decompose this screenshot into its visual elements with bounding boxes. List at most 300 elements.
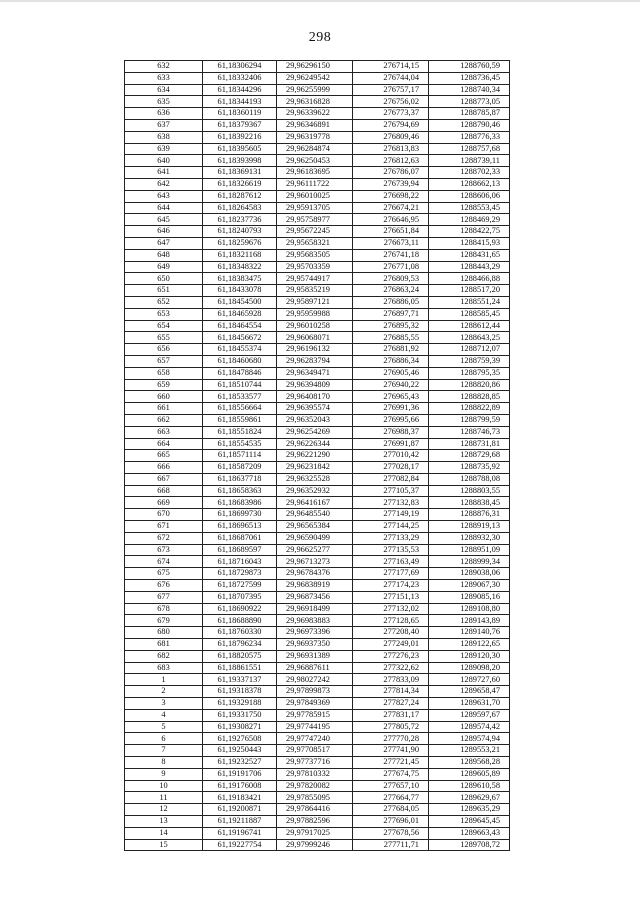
table-row [125, 249, 510, 261]
point-number-cell: 638 [125, 131, 203, 143]
point-number-cell: 9 [125, 768, 203, 780]
longitude-cell: 29,96352043 [277, 414, 353, 426]
point-number-cell: 15 [125, 839, 203, 851]
y-coordinate-cell: 1288469,29 [429, 214, 510, 226]
y-coordinate-cell: 1289663,43 [429, 827, 510, 839]
longitude-cell: 29,96325528 [277, 473, 353, 485]
x-coordinate-cell: 277105,37 [353, 485, 429, 497]
latitude-cell: 61,18533577 [203, 391, 277, 403]
point-number-cell: 5 [125, 721, 203, 733]
longitude-cell: 29,96931389 [277, 650, 353, 662]
longitude-cell: 29,97855095 [277, 792, 353, 804]
latitude-cell: 61,18344296 [203, 84, 277, 96]
x-coordinate-cell: 276794,69 [353, 119, 429, 131]
x-coordinate-cell: 276741,18 [353, 249, 429, 261]
longitude-cell: 29,96565384 [277, 521, 353, 533]
longitude-cell: 29,96111722 [277, 178, 353, 190]
table-row [125, 438, 510, 450]
latitude-cell: 61,18379367 [203, 119, 277, 131]
x-coordinate-cell: 277741,90 [353, 745, 429, 757]
y-coordinate-cell: 1288932,30 [429, 532, 510, 544]
x-coordinate-cell: 277814,34 [353, 686, 429, 698]
table-row [125, 178, 510, 190]
longitude-cell: 29,96183695 [277, 167, 353, 179]
table-row [125, 497, 510, 509]
x-coordinate-cell: 276905,46 [353, 367, 429, 379]
latitude-cell: 61,19276508 [203, 733, 277, 745]
longitude-cell: 29,96296150 [277, 61, 353, 73]
x-coordinate-cell: 277721,45 [353, 757, 429, 769]
x-coordinate-cell: 276991,87 [353, 438, 429, 450]
y-coordinate-cell: 1288731,81 [429, 438, 510, 450]
point-number-cell: 672 [125, 532, 203, 544]
y-coordinate-cell: 1289120,30 [429, 650, 510, 662]
table-row [125, 273, 510, 285]
longitude-cell: 29,96416167 [277, 497, 353, 509]
y-coordinate-cell: 1288612,44 [429, 320, 510, 332]
x-coordinate-cell: 276773,37 [353, 108, 429, 120]
table-row [125, 237, 510, 249]
y-coordinate-cell: 1288415,93 [429, 237, 510, 249]
longitude-cell: 29,97737716 [277, 757, 353, 769]
longitude-cell: 29,96395574 [277, 403, 353, 415]
x-coordinate-cell: 276812,63 [353, 155, 429, 167]
y-coordinate-cell: 1289635,29 [429, 804, 510, 816]
table-row [125, 61, 510, 73]
x-coordinate-cell: 277805,72 [353, 721, 429, 733]
point-number-cell: 660 [125, 391, 203, 403]
longitude-cell: 29,97820082 [277, 780, 353, 792]
latitude-cell: 61,19337137 [203, 674, 277, 686]
table-row [125, 143, 510, 155]
point-number-cell: 659 [125, 379, 203, 391]
point-number-cell: 652 [125, 296, 203, 308]
latitude-cell: 61,18360119 [203, 108, 277, 120]
x-coordinate-cell: 276991,36 [353, 403, 429, 415]
longitude-cell: 29,96394809 [277, 379, 353, 391]
latitude-cell: 61,18683986 [203, 497, 277, 509]
x-coordinate-cell: 276744,04 [353, 72, 429, 84]
point-number-cell: 649 [125, 261, 203, 273]
y-coordinate-cell: 1289574,42 [429, 721, 510, 733]
point-number-cell: 14 [125, 827, 203, 839]
y-coordinate-cell: 1288760,59 [429, 61, 510, 73]
y-coordinate-cell: 1288828,85 [429, 391, 510, 403]
longitude-cell: 29,95758977 [277, 214, 353, 226]
table-row [125, 285, 510, 297]
x-coordinate-cell: 277696,01 [353, 816, 429, 828]
table-row [125, 733, 510, 745]
latitude-cell: 61,18687061 [203, 532, 277, 544]
y-coordinate-cell: 1288788,08 [429, 473, 510, 485]
longitude-cell: 29,96784376 [277, 568, 353, 580]
longitude-cell: 29,96319778 [277, 131, 353, 143]
x-coordinate-cell: 277163,49 [353, 556, 429, 568]
latitude-cell: 61,18237736 [203, 214, 277, 226]
y-coordinate-cell: 1288729,68 [429, 450, 510, 462]
x-coordinate-cell: 276771,08 [353, 261, 429, 273]
y-coordinate-cell: 1289629,67 [429, 792, 510, 804]
longitude-cell: 29,96010258 [277, 320, 353, 332]
longitude-cell: 29,96713273 [277, 556, 353, 568]
x-coordinate-cell: 277132,83 [353, 497, 429, 509]
latitude-cell: 61,18554535 [203, 438, 277, 450]
y-coordinate-cell: 1288606,06 [429, 190, 510, 202]
latitude-cell: 61,18456672 [203, 332, 277, 344]
latitude-cell: 61,19250443 [203, 745, 277, 757]
longitude-cell: 29,96973396 [277, 627, 353, 639]
longitude-cell: 29,96339622 [277, 108, 353, 120]
point-number-cell: 632 [125, 61, 203, 73]
point-number-cell: 653 [125, 308, 203, 320]
y-coordinate-cell: 1289038,06 [429, 568, 510, 580]
longitude-cell: 29,96255999 [277, 84, 353, 96]
longitude-cell: 29,96254269 [277, 426, 353, 438]
longitude-cell: 29,96249542 [277, 72, 353, 84]
point-number-cell: 640 [125, 155, 203, 167]
y-coordinate-cell: 1288773,05 [429, 96, 510, 108]
table-row [125, 698, 510, 710]
longitude-cell: 29,96346891 [277, 119, 353, 131]
longitude-cell: 29,95959988 [277, 308, 353, 320]
y-coordinate-cell: 1289708,72 [429, 839, 510, 851]
point-number-cell: 4 [125, 709, 203, 721]
longitude-cell: 29,96838919 [277, 580, 353, 592]
y-coordinate-cell: 1289085,16 [429, 591, 510, 603]
table-row [125, 792, 510, 804]
y-coordinate-cell: 1289122,65 [429, 639, 510, 651]
longitude-cell: 29,96352932 [277, 485, 353, 497]
latitude-cell: 61,18689597 [203, 544, 277, 556]
table-row [125, 190, 510, 202]
latitude-cell: 61,18658363 [203, 485, 277, 497]
longitude-cell: 29,96221290 [277, 450, 353, 462]
latitude-cell: 61,19331750 [203, 709, 277, 721]
longitude-cell: 29,97917025 [277, 827, 353, 839]
longitude-cell: 29,95897121 [277, 296, 353, 308]
point-number-cell: 665 [125, 450, 203, 462]
y-coordinate-cell: 1288795,35 [429, 367, 510, 379]
table-row [125, 296, 510, 308]
latitude-cell: 61,18383475 [203, 273, 277, 285]
latitude-cell: 61,18478846 [203, 367, 277, 379]
y-coordinate-cell: 1288799,59 [429, 414, 510, 426]
x-coordinate-cell: 276940,22 [353, 379, 429, 391]
y-coordinate-cell: 1288803,55 [429, 485, 510, 497]
x-coordinate-cell: 277664,77 [353, 792, 429, 804]
table-row [125, 308, 510, 320]
x-coordinate-cell: 276895,32 [353, 320, 429, 332]
point-number-cell: 636 [125, 108, 203, 120]
point-number-cell: 658 [125, 367, 203, 379]
table-row [125, 627, 510, 639]
table-row [125, 650, 510, 662]
y-coordinate-cell: 1289098,20 [429, 662, 510, 674]
x-coordinate-cell: 277684,05 [353, 804, 429, 816]
point-number-cell: 637 [125, 119, 203, 131]
latitude-cell: 61,18637718 [203, 473, 277, 485]
point-number-cell: 668 [125, 485, 203, 497]
table-row [125, 379, 510, 391]
longitude-cell: 29,97849369 [277, 698, 353, 710]
table-row [125, 757, 510, 769]
point-number-cell: 662 [125, 414, 203, 426]
x-coordinate-cell: 276965,43 [353, 391, 429, 403]
x-coordinate-cell: 277831,17 [353, 709, 429, 721]
table-row [125, 226, 510, 238]
point-number-cell: 6 [125, 733, 203, 745]
table-row [125, 639, 510, 651]
y-coordinate-cell: 1288662,13 [429, 178, 510, 190]
latitude-cell: 61,18348322 [203, 261, 277, 273]
y-coordinate-cell: 1288999,34 [429, 556, 510, 568]
y-coordinate-cell: 1289143,89 [429, 615, 510, 627]
latitude-cell: 61,18556664 [203, 403, 277, 415]
y-coordinate-cell: 1288551,24 [429, 296, 510, 308]
y-coordinate-cell: 1289727,60 [429, 674, 510, 686]
point-number-cell: 650 [125, 273, 203, 285]
latitude-cell: 61,18760330 [203, 627, 277, 639]
point-number-cell: 673 [125, 544, 203, 556]
table-row [125, 414, 510, 426]
table-row [125, 780, 510, 792]
longitude-cell: 29,97899873 [277, 686, 353, 698]
point-number-cell: 11 [125, 792, 203, 804]
latitude-cell: 61,18729873 [203, 568, 277, 580]
latitude-cell: 61,18707395 [203, 591, 277, 603]
table-row [125, 721, 510, 733]
y-coordinate-cell: 1288785,87 [429, 108, 510, 120]
latitude-cell: 61,18369131 [203, 167, 277, 179]
point-number-cell: 657 [125, 355, 203, 367]
point-number-cell: 643 [125, 190, 203, 202]
point-number-cell: 8 [125, 757, 203, 769]
longitude-cell: 29,97864416 [277, 804, 353, 816]
latitude-cell: 61,18433078 [203, 285, 277, 297]
y-coordinate-cell: 1288422,75 [429, 226, 510, 238]
latitude-cell: 61,18820575 [203, 650, 277, 662]
x-coordinate-cell: 277144,25 [353, 521, 429, 533]
longitude-cell: 29,96231842 [277, 462, 353, 474]
x-coordinate-cell: 276886,05 [353, 296, 429, 308]
x-coordinate-cell: 276897,71 [353, 308, 429, 320]
coordinates-table-body [125, 61, 510, 851]
table-row [125, 214, 510, 226]
y-coordinate-cell: 1288643,25 [429, 332, 510, 344]
x-coordinate-cell: 277132,02 [353, 603, 429, 615]
y-coordinate-cell: 1288876,31 [429, 509, 510, 521]
table-row [125, 686, 510, 698]
x-coordinate-cell: 277149,19 [353, 509, 429, 521]
latitude-cell: 61,19176008 [203, 780, 277, 792]
table-row [125, 391, 510, 403]
longitude-cell: 29,95744917 [277, 273, 353, 285]
table-row [125, 804, 510, 816]
longitude-cell: 29,96873456 [277, 591, 353, 603]
x-coordinate-cell: 276674,21 [353, 202, 429, 214]
longitude-cell: 29,96316828 [277, 96, 353, 108]
longitude-cell: 29,98027242 [277, 674, 353, 686]
table-row [125, 509, 510, 521]
latitude-cell: 61,18460680 [203, 355, 277, 367]
table-row [125, 485, 510, 497]
x-coordinate-cell: 277674,75 [353, 768, 429, 780]
table-row [125, 202, 510, 214]
longitude-cell: 29,96349471 [277, 367, 353, 379]
table-row [125, 367, 510, 379]
longitude-cell: 29,97785915 [277, 709, 353, 721]
longitude-cell: 29,96250453 [277, 155, 353, 167]
point-number-cell: 3 [125, 698, 203, 710]
latitude-cell: 61,18587209 [203, 462, 277, 474]
longitude-cell: 29,96983883 [277, 615, 353, 627]
page-number: 298 [308, 30, 332, 45]
y-coordinate-cell: 1288739,11 [429, 155, 510, 167]
latitude-cell: 61,18321168 [203, 249, 277, 261]
longitude-cell: 29,96284874 [277, 143, 353, 155]
x-coordinate-cell: 277177,69 [353, 568, 429, 580]
table-row [125, 167, 510, 179]
point-number-cell: 12 [125, 804, 203, 816]
y-coordinate-cell: 1288757,68 [429, 143, 510, 155]
point-number-cell: 655 [125, 332, 203, 344]
x-coordinate-cell: 276739,94 [353, 178, 429, 190]
x-coordinate-cell: 277208,40 [353, 627, 429, 639]
table-row [125, 662, 510, 674]
x-coordinate-cell: 277128,65 [353, 615, 429, 627]
longitude-cell: 29,96226344 [277, 438, 353, 450]
y-coordinate-cell: 1288553,45 [429, 202, 510, 214]
longitude-cell: 29,96937350 [277, 639, 353, 651]
latitude-cell: 61,19232527 [203, 757, 277, 769]
point-number-cell: 641 [125, 167, 203, 179]
latitude-cell: 61,18688890 [203, 615, 277, 627]
latitude-cell: 61,18690922 [203, 603, 277, 615]
latitude-cell: 61,18393998 [203, 155, 277, 167]
longitude-cell: 29,97747240 [277, 733, 353, 745]
table-row [125, 839, 510, 851]
table-row [125, 261, 510, 273]
y-coordinate-cell: 1288746,73 [429, 426, 510, 438]
table-row [125, 745, 510, 757]
point-number-cell: 656 [125, 344, 203, 356]
y-coordinate-cell: 1288919,13 [429, 521, 510, 533]
point-number-cell: 633 [125, 72, 203, 84]
point-number-cell: 683 [125, 662, 203, 674]
point-number-cell: 639 [125, 143, 203, 155]
point-number-cell: 7 [125, 745, 203, 757]
point-number-cell: 670 [125, 509, 203, 521]
latitude-cell: 61,18571114 [203, 450, 277, 462]
latitude-cell: 61,18344193 [203, 96, 277, 108]
table-row [125, 155, 510, 167]
longitude-cell: 29,96625277 [277, 544, 353, 556]
latitude-cell: 61,18326619 [203, 178, 277, 190]
x-coordinate-cell: 276651,84 [353, 226, 429, 238]
longitude-cell: 29,95835219 [277, 285, 353, 297]
table-row [125, 580, 510, 592]
latitude-cell: 61,18332406 [203, 72, 277, 84]
y-coordinate-cell: 1288735,92 [429, 462, 510, 474]
latitude-cell: 61,19308271 [203, 721, 277, 733]
point-number-cell: 648 [125, 249, 203, 261]
longitude-cell: 29,96010025 [277, 190, 353, 202]
y-coordinate-cell: 1288951,09 [429, 544, 510, 556]
x-coordinate-cell: 277151,13 [353, 591, 429, 603]
y-coordinate-cell: 1289645,45 [429, 816, 510, 828]
table-row [125, 532, 510, 544]
longitude-cell: 29,95683505 [277, 249, 353, 261]
point-number-cell: 651 [125, 285, 203, 297]
x-coordinate-cell: 276995,66 [353, 414, 429, 426]
table-row [125, 320, 510, 332]
longitude-cell: 29,96196132 [277, 344, 353, 356]
table-row [125, 591, 510, 603]
x-coordinate-cell: 276786,07 [353, 167, 429, 179]
latitude-cell: 61,19329188 [203, 698, 277, 710]
table-row [125, 119, 510, 131]
x-coordinate-cell: 276809,53 [353, 273, 429, 285]
latitude-cell: 61,18727599 [203, 580, 277, 592]
latitude-cell: 61,19200871 [203, 804, 277, 816]
y-coordinate-cell: 1288517,20 [429, 285, 510, 297]
latitude-cell: 61,18287612 [203, 190, 277, 202]
latitude-cell: 61,18264583 [203, 202, 277, 214]
scan-edge-line [0, 0, 640, 2]
point-number-cell: 647 [125, 237, 203, 249]
table-row [125, 816, 510, 828]
table-row [125, 568, 510, 580]
latitude-cell: 61,19227754 [203, 839, 277, 851]
point-number-cell: 679 [125, 615, 203, 627]
x-coordinate-cell: 276673,11 [353, 237, 429, 249]
latitude-cell: 61,18510744 [203, 379, 277, 391]
table-row [125, 827, 510, 839]
table-row [125, 355, 510, 367]
latitude-cell: 61,18392216 [203, 131, 277, 143]
x-coordinate-cell: 277322,62 [353, 662, 429, 674]
x-coordinate-cell: 276881,92 [353, 344, 429, 356]
y-coordinate-cell: 1288776,33 [429, 131, 510, 143]
point-number-cell: 10 [125, 780, 203, 792]
latitude-cell: 61,18861551 [203, 662, 277, 674]
longitude-cell: 29,96408170 [277, 391, 353, 403]
y-coordinate-cell: 1289568,28 [429, 757, 510, 769]
longitude-cell: 29,96918499 [277, 603, 353, 615]
y-coordinate-cell: 1288759,39 [429, 355, 510, 367]
y-coordinate-cell: 1288443,29 [429, 261, 510, 273]
point-number-cell: 675 [125, 568, 203, 580]
point-number-cell: 664 [125, 438, 203, 450]
y-coordinate-cell: 1288712,07 [429, 344, 510, 356]
x-coordinate-cell: 277133,29 [353, 532, 429, 544]
y-coordinate-cell: 1289553,21 [429, 745, 510, 757]
table-row [125, 344, 510, 356]
longitude-cell: 29,95672245 [277, 226, 353, 238]
point-number-cell: 645 [125, 214, 203, 226]
table-row [125, 403, 510, 415]
table-row [125, 96, 510, 108]
x-coordinate-cell: 277174,23 [353, 580, 429, 592]
y-coordinate-cell: 1288736,45 [429, 72, 510, 84]
table-row [125, 603, 510, 615]
x-coordinate-cell: 277010,42 [353, 450, 429, 462]
latitude-cell: 61,18796234 [203, 639, 277, 651]
table-row [125, 674, 510, 686]
table-row [125, 426, 510, 438]
latitude-cell: 61,18716043 [203, 556, 277, 568]
x-coordinate-cell: 277028,17 [353, 462, 429, 474]
